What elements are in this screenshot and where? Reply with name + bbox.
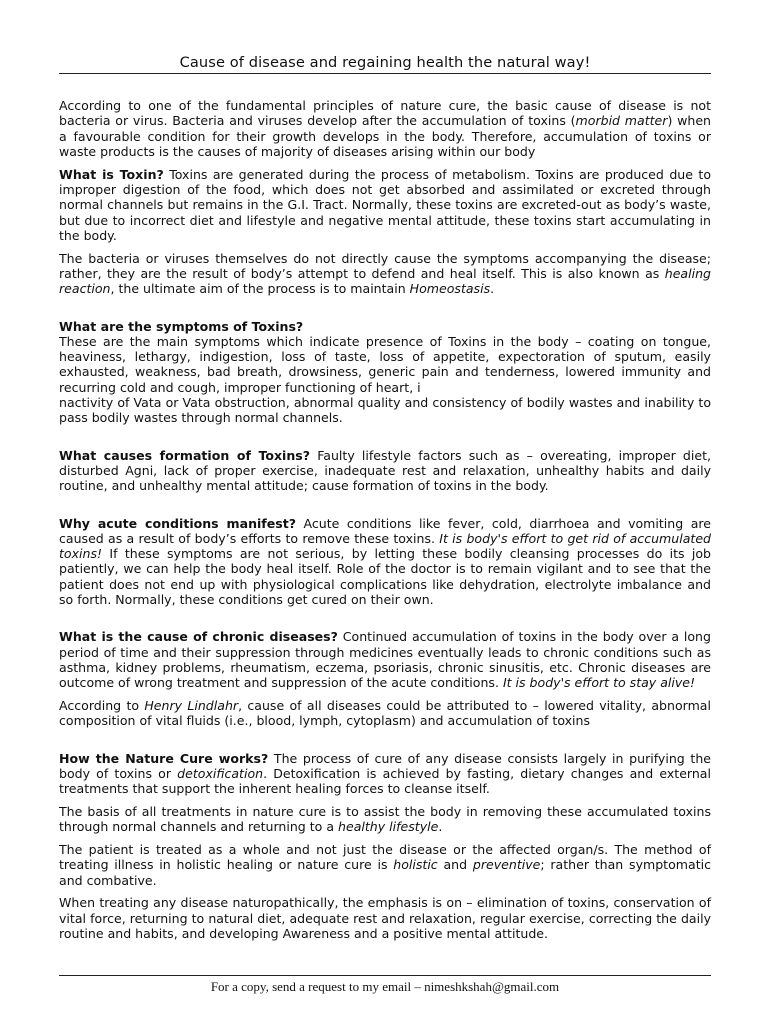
section-heading: What are the symptoms of Toxins? bbox=[59, 318, 304, 334]
section-heading: What is the cause of chronic diseases? bbox=[59, 629, 338, 645]
paragraph-causes-formation: What causes formation of Toxins? Faulty lifestyle factors such as – overeating, improper diet, disturbed Agni, lack of proper exercise, inadequate rest and relaxation, unhealthy habits and daily routine, and unhealthy mental attitude; cause formation of toxins in the body. bbox=[59, 447, 712, 494]
paragraph-basis-of-treatment: The basis of all treatments in nature cure is to assist the body in removing these accumulated toxins through normal channels and returning to a healthy lifestyle. bbox=[59, 803, 711, 835]
section-heading: What causes formation of Toxins? bbox=[59, 447, 311, 463]
footer-contact: For a copy, send a request to my email – nimeshkshah@gmail.com bbox=[210, 979, 560, 994]
paragraph-symptoms: These are the main symptoms which indicate presence of Toxins in the body – coating on tongue, heaviness, lethargy, indigestion, loss of taste, loss of appetite, expectoration of sputum, easily exhausted, weakness, bad breath, drowsiness, generic pain and tenderness, lowered immunity and recurring cold and cough, improper functioning of heart, i bbox=[59, 333, 711, 395]
paragraph-symptoms-continued: nactivity of Vata or Vata obstruction, abnormal quality and consistency of bodily wastes and inability to pass bodily wastes through normal channels. bbox=[59, 395, 711, 426]
document-body bbox=[59, 98, 711, 941]
paragraph-chronic-diseases: What is the cause of chronic diseases? Continued accumulation of toxins in the body over a long period of time and their suppression through medicines eventually leads to chronic conditions such as asthma, kidney problems, rheumatism, eczema, psoriasis, chronic sinusitis, etc. Chronic diseases are outcome of wrong treatment and suppression of the acute conditions. It is body's effort to stay alive! bbox=[59, 629, 711, 691]
paragraph-healing-reaction: The bacteria or viruses themselves do not directly cause the symptoms accompanying the disease; rather, they are the result of body’s attempt to defend and heal itself. This is also known as healing reaction, the ultimate aim of the process is to maintain Homeostasis. bbox=[59, 250, 711, 297]
section-heading: How the Nature Cure works? bbox=[59, 750, 269, 766]
page-title: Cause of disease and regaining health the natural way! bbox=[179, 54, 591, 71]
footer-divider bbox=[59, 975, 711, 976]
paragraph-holistic: The patient is treated as a whole and not just the disease or the affected organ/s. The method of treating illness in holistic healing or nature cure is holistic and preventive; rather than symptomatic and combative. bbox=[59, 842, 711, 888]
paragraph-intro: According to one of the fundamental principles of nature cure, the basic cause of disease is not bacteria or virus. Bacteria and viruses develop after the accumulation of toxins (morbid matter) when a favourable condition for their growth develops in the body. Therefore, accumulation of toxins or waste products is the causes of majority of diseases arising within our body bbox=[59, 98, 712, 159]
section-heading: Why acute conditions manifest? bbox=[59, 515, 297, 531]
paragraph-what-is-toxin: What is Toxin? Toxins are generated during the process of metabolism. Toxins are produced due to improper digestion of the food, which does not get absorbed and assimilated or excreted through normal channels but remains in the G.I. Tract. Normally, these toxins are excreted-out as body’s waste, but due to incorrect diet and lifestyle and negative mental attitude, these toxins start accumulating in the body. bbox=[59, 166, 711, 243]
paragraph-lindlahr: According to Henry Lindlahr, cause of all diseases could be attributed to – lowered vitality, abnormal composition of vital fluids (i.e., blood, lymph, cytoplasm) and accumulation of toxins bbox=[59, 698, 711, 729]
title-divider bbox=[59, 73, 711, 74]
section-heading: What is Toxin? bbox=[59, 166, 164, 182]
paragraph-symptoms-heading bbox=[59, 319, 711, 334]
paragraph-naturopathic-emphasis: When treating any disease naturopathically, the emphasis is on – elimination of toxins, conservation of vital force, returning to natural diet, adequate rest and relaxation, regular exercise, correcting the daily routine and habits, and developing Awareness and a positive mental attitude. bbox=[59, 895, 711, 942]
paragraph-acute-conditions: Why acute conditions manifest? Acute conditions like fever, cold, diarrhoea and vomiting are caused as a result of body’s efforts to remove these toxins. It is body's effort to get rid of accumulated toxins! If these symptoms are not serious, by letting these bodily cleansing processes do its job patiently, we can help the body heal itself. Role of the doctor is to remain vigilant and to see that the patient does not end up with physiological complications like dehydration, electrolyte imbalance and so forth. Normally, these conditions get cured on their own. bbox=[59, 515, 711, 608]
paragraph-nature-cure-works: How the Nature Cure works? The process of cure of any disease consists largely in purifying the body of toxins or detoxification. Detoxification is achieved by fasting, dietary changes and external treatments that support the inherent healing forces to cleanse itself. bbox=[59, 750, 711, 797]
